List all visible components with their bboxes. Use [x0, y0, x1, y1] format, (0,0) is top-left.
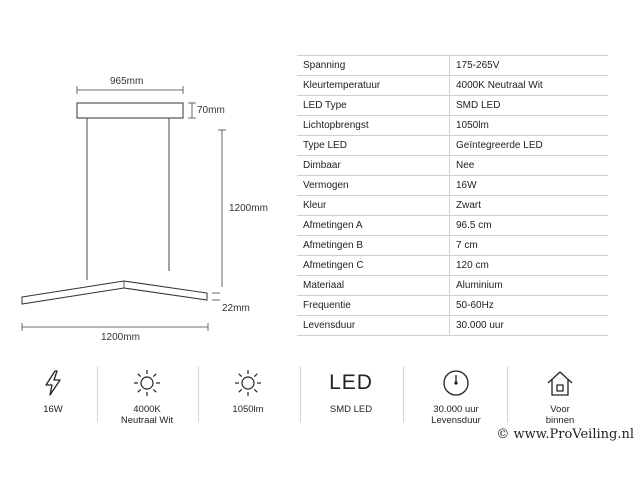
- table-row: [297, 276, 608, 296]
- table-row: [297, 316, 608, 336]
- table-row: [297, 116, 608, 136]
- dim-label-width-bottom: 1200mm: [101, 332, 140, 343]
- feature-strip: [0, 362, 600, 437]
- spec-value: Geïntegreerde LED: [450, 136, 609, 156]
- lamp-dimension-diagram: [0, 0, 290, 350]
- ceiling-canopy: [77, 103, 183, 118]
- led-icon-text: LED: [329, 371, 373, 394]
- spec-value: 1050lm: [450, 116, 609, 136]
- sun-icon: [97, 368, 197, 398]
- spec-value: 175-265V: [450, 56, 609, 76]
- table-row: [297, 196, 608, 216]
- lightning-icon: [3, 368, 103, 398]
- dim-label-thickness: 22mm: [222, 303, 250, 314]
- spec-value: 120 cm: [450, 256, 609, 276]
- feature-label: Voor: [550, 404, 570, 415]
- spec-value: SMD LED: [450, 96, 609, 116]
- feature-label: SMD LED: [329, 404, 373, 415]
- dim-label-width-top: 965mm: [110, 76, 144, 87]
- dim-label-drop: 1200mm: [229, 203, 268, 214]
- feature-lifespan: [406, 362, 506, 437]
- spec-value: Zwart: [450, 196, 609, 216]
- spec-key: Dimbaar: [297, 156, 450, 176]
- spec-key: Materiaal: [297, 276, 450, 296]
- spec-key: Vermogen: [297, 176, 450, 196]
- table-row: [297, 96, 608, 116]
- spec-key: Levensduur: [297, 316, 450, 336]
- spec-table: [297, 55, 608, 336]
- feature-label: 4000K: [133, 404, 161, 415]
- feature-label: 1050lm: [232, 404, 264, 415]
- spec-key: Kleur: [297, 196, 450, 216]
- table-row: [297, 76, 608, 96]
- spec-key: Lichtopbrengst: [297, 116, 450, 136]
- lamp-body: [22, 281, 207, 304]
- spec-key: Afmetingen B: [297, 236, 450, 256]
- spec-key: Frequentie: [297, 296, 450, 316]
- feature-power: [3, 362, 103, 437]
- sun-icon: [198, 368, 298, 398]
- table-row: [297, 156, 608, 176]
- clock-icon: [406, 368, 506, 398]
- spec-value: 96.5 cm: [450, 216, 609, 236]
- table-row: [297, 296, 608, 316]
- spec-value: 50-60Hz: [450, 296, 609, 316]
- led-text-icon: [301, 368, 401, 398]
- feature-sublabel: Neutraal Wit: [120, 415, 174, 426]
- table-row: [297, 56, 608, 76]
- feature-indoor: [510, 362, 610, 437]
- spec-key: LED Type: [297, 96, 450, 116]
- spec-key: Afmetingen A: [297, 216, 450, 236]
- feature-color-temperature: [97, 362, 197, 437]
- spec-value: Nee: [450, 156, 609, 176]
- table-row: [297, 216, 608, 236]
- spec-key: Type LED: [297, 136, 450, 156]
- feature-label: 30.000 uur: [433, 404, 479, 415]
- spec-value: 4000K Neutraal Wit: [450, 76, 609, 96]
- spec-value: 7 cm: [450, 236, 609, 256]
- spec-key: Kleurtemperatuur: [297, 76, 450, 96]
- spec-key: Spanning: [297, 56, 450, 76]
- dim-label-height-top: 70mm: [197, 105, 225, 116]
- spec-value: Aluminium: [450, 276, 609, 296]
- feature-led-type: [301, 362, 401, 437]
- house-icon: [510, 368, 610, 398]
- feature-sublabel: Levensduur: [431, 415, 481, 426]
- table-row: [297, 256, 608, 276]
- spec-value: 30.000 uur: [450, 316, 609, 336]
- table-row: [297, 236, 608, 256]
- spec-value: 16W: [450, 176, 609, 196]
- spec-key: Afmetingen C: [297, 256, 450, 276]
- feature-luminous-flux: [198, 362, 298, 437]
- watermark: © www.ProVeiling.nl: [496, 427, 634, 442]
- table-row: [297, 136, 608, 156]
- feature-sublabel: binnen: [545, 415, 575, 426]
- table-row: [297, 176, 608, 196]
- feature-label: 16W: [43, 404, 63, 415]
